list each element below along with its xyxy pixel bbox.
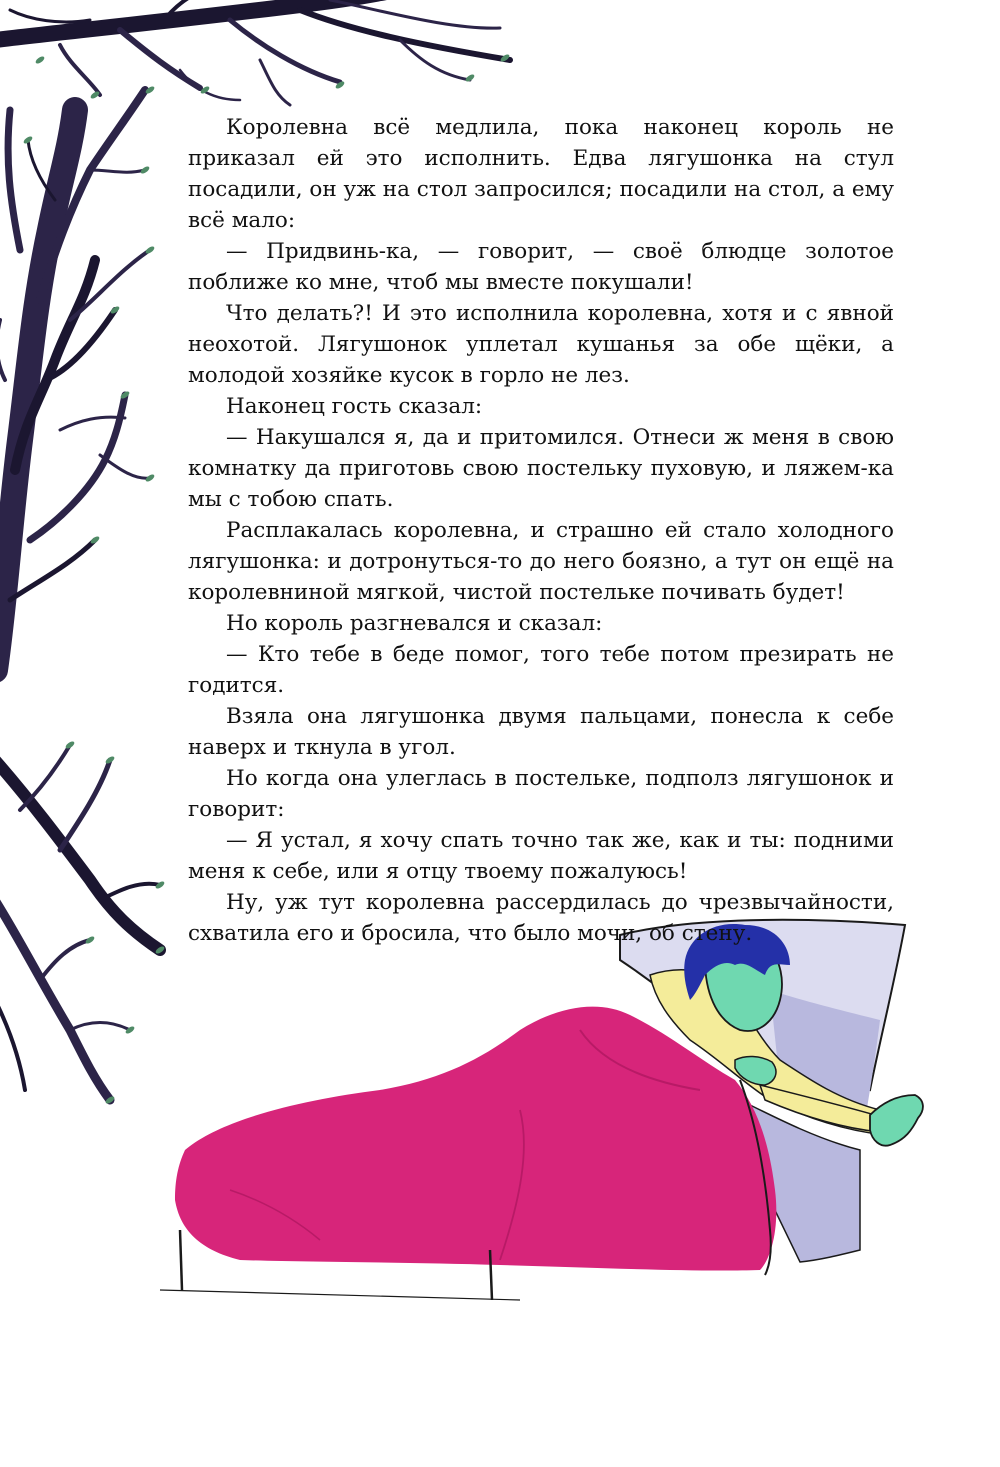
paragraph: Ну, уж тут королевна рассердилась до чрезвычайности, схватила его и бросила, что было мочи, об стену. <box>188 890 894 946</box>
bed-leg <box>180 1230 182 1290</box>
paragraph: Наконец гость сказал: <box>226 394 483 419</box>
paragraph: — Я устал, я хочу спать точно так же, как и ты: подними меня к себе, или я отцу твоему пожалуюсь! <box>188 828 894 884</box>
paragraph: Взяла она лягушонка двумя пальцами, понесла к себе наверх и ткнула в угол. <box>188 704 894 760</box>
blanket <box>175 1007 776 1271</box>
paragraph: Расплакалась королевна, и страшно ей стало холодного лягушонка: и дотронуться-то до него боязно, а тут он ещё на королевниной мягкой, чистой постельке почивать будет! <box>188 518 894 605</box>
paragraph: Но король разгневался и сказал: <box>226 611 603 636</box>
paragraph: Королевна всё медлила, пока наконец король не приказал ей это исполнить. Едва лягушонка на стул посадили, он уж на стол запросился; посадили на стол, а ему всё мало: <box>188 115 894 233</box>
paragraph: — Кто тебе в беде помог, того тебе потом презирать не годится. <box>188 642 894 698</box>
floor-line <box>160 1290 520 1300</box>
paragraph: — Придвинь-ка, — говорит, — своё блюдце золотое поближе ко мне, чтоб мы вместе покушали! <box>188 239 894 295</box>
paragraph: — Накушался я, да и притомился. Отнеси ж меня в свою комнатку да приготовь свою постельку пуховую, и ляжем-ка мы с тобою спать. <box>188 425 894 512</box>
paragraph: Но когда она улеглась в постельке, подполз лягушонок и говорит: <box>188 766 894 822</box>
hand <box>870 1095 923 1146</box>
story-text <box>188 112 894 949</box>
paragraph: Что делать?! И это исполнила королевна, хотя и с явной неохотой. Лягушонок уплетал кушанья за обе щёки, а молодой хозяйке кусок в горло не лез. <box>188 301 894 388</box>
